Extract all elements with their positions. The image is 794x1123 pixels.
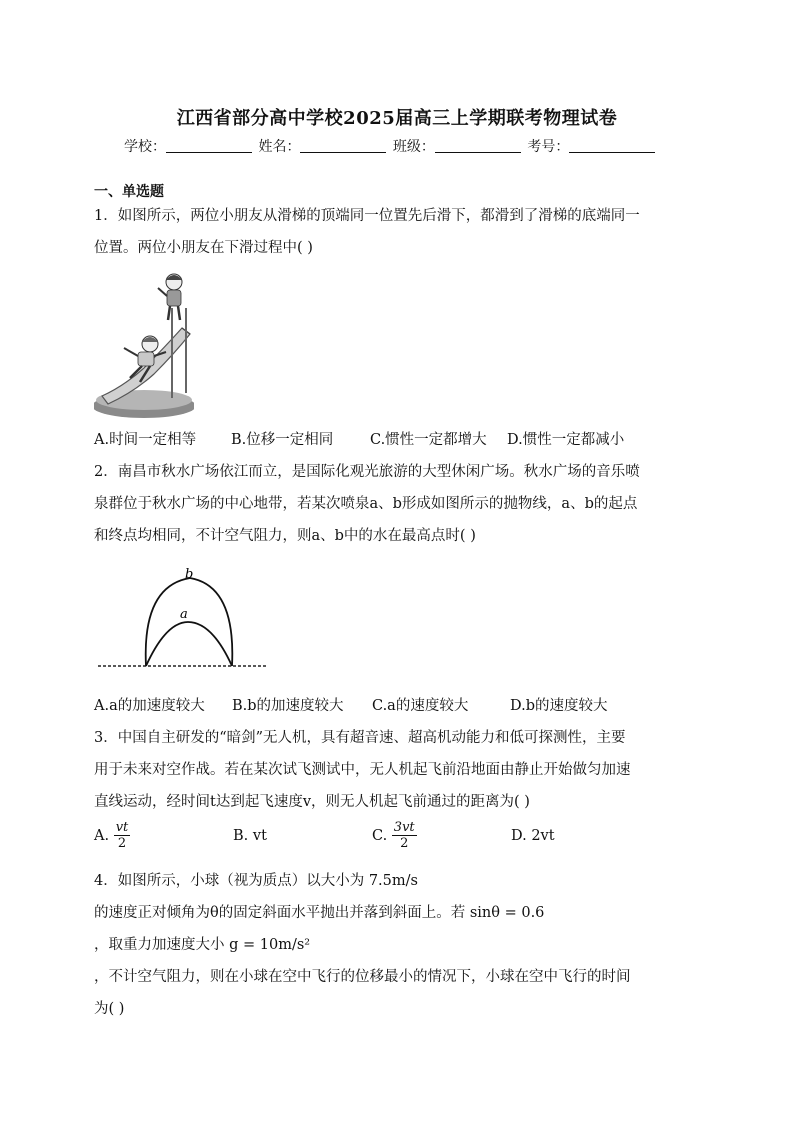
q2-option-d[interactable]: D.b的速度较大: [510, 698, 608, 714]
curve-b-label: b: [185, 567, 194, 582]
q1-option-c[interactable]: C.惯性一定都增大: [370, 432, 487, 448]
q4-line3: ，取重力加速度大小 g = 10m/s²: [94, 937, 311, 953]
student-info-row: [124, 136, 657, 156]
q3-option-d[interactable]: D. 2vt: [511, 827, 555, 844]
q3-options: [94, 820, 555, 851]
q3-line2: 用于未来对空作战。若在某次试飞测试中，无人机起飞前沿地面由静止开始做匀加速: [94, 762, 631, 778]
q1-options: [94, 428, 624, 449]
name-blank[interactable]: [300, 140, 386, 153]
q2-option-c[interactable]: C.a的速度较大: [372, 698, 469, 714]
q3-line1: 3．中国自主研发的“暗剑”无人机，具有超音速、超高机动能力和低可探测性，主要: [94, 730, 626, 746]
q1-option-d[interactable]: D.惯性一定都减小: [507, 432, 625, 448]
q1-option-b[interactable]: B.位移一定相同: [231, 432, 334, 448]
q1-line1: 1．如图所示，两位小朋友从滑梯的顶端同一位置先后滑下，都滑到了滑梯的底端同一: [94, 208, 640, 224]
q4-line4: ，不计空气阻力，则在小球在空中飞行的位移最小的情况下，小球在空中飞行的时间: [94, 969, 631, 985]
q1-line2: 位置。两位小朋友在下滑过程中( ): [94, 240, 313, 256]
q2-line2: 泉群位于秋水广场的中心地带，若某次喷泉a、b形成如图所示的抛物线，a、b的起点: [94, 496, 638, 512]
q3-line3: 直线运动，经时间t达到起飞速度v，则无人机起飞前通过的距离为( ): [94, 794, 530, 810]
section-title: 一、单选题: [94, 184, 164, 200]
number-label: 考号：: [527, 139, 570, 155]
school-label: 学校：: [124, 139, 166, 155]
q4-line2: 的速度正对倾角为θ的固定斜面水平抛出并落到斜面上。若 sinθ = 0.6: [94, 905, 545, 921]
q2-line3: 和终点均相同，不计空气阻力，则a、b中的水在最高点时( ): [94, 528, 476, 544]
q3-option-c-fraction: [392, 820, 417, 851]
q4-line5: 为( ): [94, 1001, 125, 1017]
q3-option-c-den: 2: [400, 836, 409, 851]
q3-option-a-den: 2: [117, 836, 127, 851]
name-label: 姓名：: [258, 139, 301, 155]
q3-option-c-prefix: C.: [372, 827, 388, 844]
q1-option-a[interactable]: A.时间一定相等: [94, 432, 197, 448]
page-title: 江西省部分高中学校2025届高三上学期联考物理试卷: [176, 108, 618, 129]
q3-option-a[interactable]: [94, 820, 233, 851]
q2-option-a[interactable]: A.a的加速度较大: [94, 698, 205, 714]
school-blank[interactable]: [166, 140, 252, 153]
number-blank[interactable]: [569, 140, 655, 153]
parabola-figure: [94, 550, 270, 680]
q2-options: [94, 694, 608, 715]
class-label: 班级：: [392, 139, 435, 155]
q4-line1: 4．如图所示，小球（视为质点）以大小为 7.5m/s: [94, 873, 418, 889]
q3-option-a-prefix: A.: [94, 827, 110, 844]
q3-option-a-num: vt: [115, 820, 129, 835]
q3-option-c-num: 3vt: [393, 820, 415, 835]
class-blank[interactable]: [435, 140, 521, 153]
q3-option-b[interactable]: B. vt: [233, 827, 267, 844]
slide-illustration: [94, 268, 194, 418]
q2-line1: 2．南昌市秋水广场依江而立，是国际化观光旅游的大型休闲广场。秋水广场的音乐喷: [94, 464, 640, 480]
curve-a-label: a: [180, 607, 188, 622]
q3-option-c[interactable]: [372, 820, 511, 851]
q2-option-b[interactable]: B.b的加速度较大: [232, 698, 344, 714]
q3-option-a-fraction: [114, 820, 131, 851]
